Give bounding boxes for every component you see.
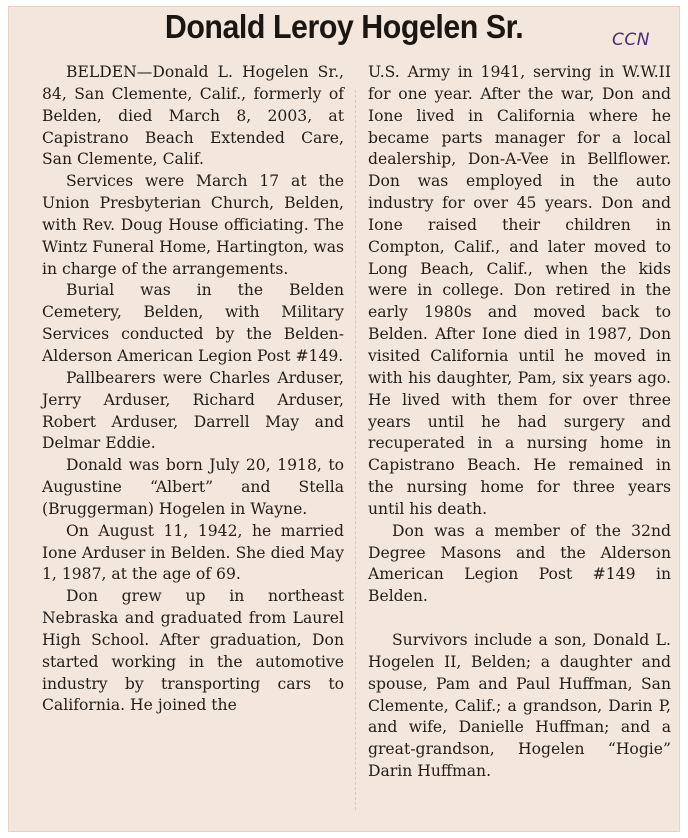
paragraph-birth: Donald was born July 20, 1918, to Augustine “Albert” and Stella (Bruggerman) Hogelen in Wayne. <box>42 456 344 518</box>
paragraph-early-life: Don grew up in northeast Nebraska and graduated from Laurel High School. After graduation, Don started working in the automotive industry by transporting cars to California. He joined the <box>42 587 344 715</box>
paragraph-pallbearers: Pallbearers were Charles Arduser, Jerry Arduser, Richard Arduser, Robert Arduser, Darrell May and Delmar Eddie. <box>42 368 344 453</box>
handwritten-initials: CCN <box>612 30 650 50</box>
paragraph-services: Services were March 17 at the Union Presbyterian Church, Belden, with Rev. Doug House officiating. The Wintz Funeral Home, Hartington, was in charge of the arrangements. <box>42 172 344 278</box>
right-column <box>368 62 671 783</box>
paragraph-career: U.S. Army in 1941, serving in W.W.II for one year. After the war, Don and Ione lived in California where he became parts manager for a local dealership, Don-A-Vee in Bellflower. Don was employed in the auto industry for over 45 years. Don and Ione raised their children in Compton, Calif., and later moved to Long Beach, Calif., when the kids were in college. Don retired in the early 1980s and moved back to Belden. After Ione died in 1987, Don visited California until he moved in with his daughter, Pam, six years ago. He lived with them for over three years until he had surgery and recuperated in a nursing home in Capistrano Beach. He remained in the nursing home for three years until his death. <box>368 63 671 518</box>
paragraph-memberships: Don was a member of the 32nd Degree Masons and the Alderson American Legion Post #149 in Belden. <box>368 521 671 606</box>
obituary-headline: Donald Leroy Hogelen Sr. <box>164 8 524 45</box>
column-divider <box>355 90 356 810</box>
paragraph-burial: Burial was in the Belden Cemetery, Belden, with Military Services conducted by the Belden-Alderson American Legion Post #149. <box>42 281 344 365</box>
paragraph-marriage: On August 11, 1942, he married Ione Arduser in Belden. She died May 1, 1987, at the age of 69. <box>42 521 344 584</box>
left-column <box>42 62 344 717</box>
paragraph-death-notice: BELDEN—Donald L. Hogelen Sr., 84, San Clemente, Calif., formerly of Belden, died March 8, 2003, at Capistrano Beach Extended Care, San Clemente, Calif. <box>42 63 344 169</box>
paragraph-survivors: Survivors include a son, Donald L. Hogelen II, Belden; a daughter and spouse, Pam and Paul Huffman, San Clemente, Calif.; a grandson, Darin P, and wife, Danielle Huffman; and a great-grandson, Hogelen “Hogie” Darin Huffman. <box>368 631 671 781</box>
